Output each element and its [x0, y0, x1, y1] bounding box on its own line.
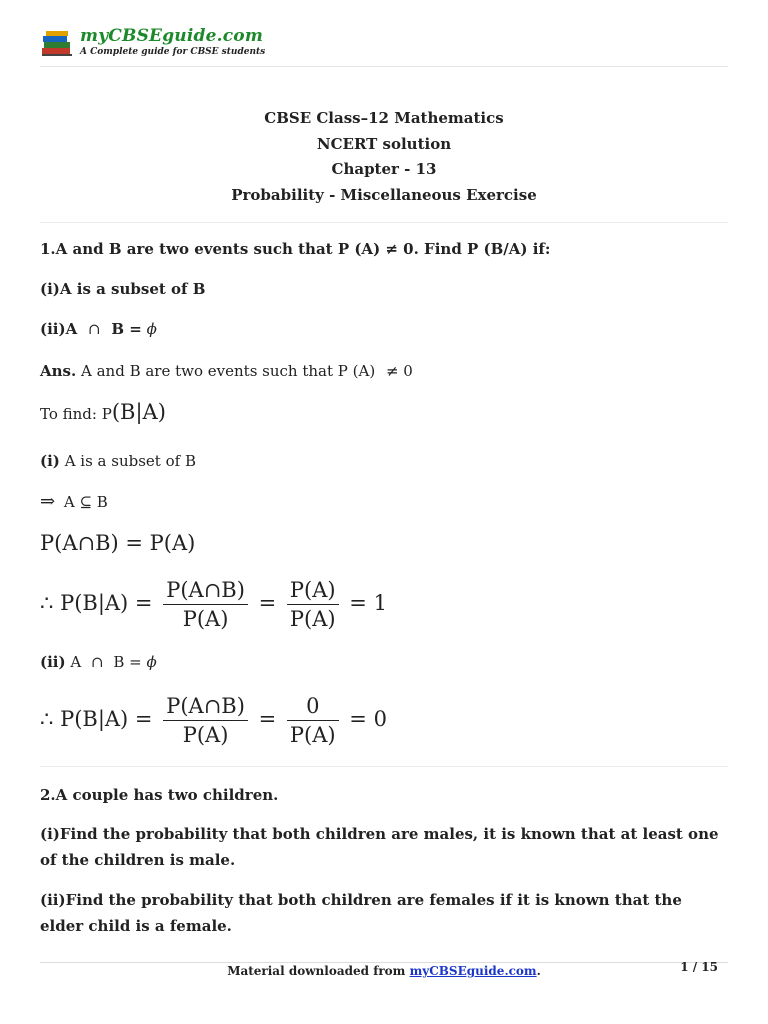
to-find-expr: (B|A) — [111, 400, 166, 424]
ans-text: A and B are two events such that P (A) — [81, 362, 376, 380]
q2-part-ii: (ii)Find the probability that both children are females if it is known that the elder child is a female. — [40, 891, 682, 935]
cap-symbol: ∩ — [91, 653, 104, 671]
case-ii-text: A — [70, 653, 82, 671]
equals-sign: = — [258, 591, 277, 615]
title-line-solution: NCERT solution — [316, 134, 452, 153]
eq2-result: = 1 — [349, 591, 387, 615]
q1-part-ii-rest: B = — [111, 320, 142, 338]
title-line-class: CBSE Class–12 Mathematics — [264, 109, 504, 127]
q1-question: 1.A and B are two events such that P (A) ≠ 0. Find P (B/A) if: — [40, 240, 551, 258]
phi-symbol: ϕ — [146, 653, 157, 671]
eq3-lhs: P(B|A) = — [60, 707, 153, 731]
title-line-chapter: Chapter - 13 — [331, 160, 437, 178]
brand-tagline: A Complete guide for CBSE students — [80, 47, 266, 57]
page-header — [40, 24, 728, 66]
page-footer — [0, 964, 768, 978]
footer-link[interactable]: myCBSEguide.com — [409, 964, 537, 978]
title-line-topic: Probability - Miscellaneous Exercise — [231, 185, 537, 204]
footer-divider — [40, 962, 728, 963]
therefore-symbol: ∴ — [40, 591, 54, 615]
q2-part-i: (i)Find the probability that both children are males, it is known that at least one of the children is male. — [40, 825, 719, 869]
fraction-denominator: P(A) — [289, 607, 336, 631]
case-ii-rest: B = — [113, 653, 142, 671]
fraction-numerator: P(A∩B) — [163, 694, 248, 721]
cap-symbol: ∩ — [88, 320, 101, 338]
eq-conditional-1 — [40, 578, 387, 631]
fraction-denominator: P(A) — [289, 723, 336, 747]
case-i-line — [40, 452, 196, 470]
therefore-symbol: ∴ — [40, 707, 54, 731]
eq3-result: = 0 — [349, 707, 387, 731]
ans-neq: ≠ 0 — [385, 362, 413, 380]
document-title — [0, 106, 768, 208]
case-ii-line — [40, 653, 157, 671]
fraction-denominator: P(A) — [182, 607, 229, 631]
implies-symbol: ⇒ — [40, 491, 56, 512]
fraction-1 — [163, 578, 248, 631]
q1-part-ii — [40, 320, 157, 338]
fraction-numerator: 0 — [287, 694, 339, 721]
brand-name[interactable]: myCBSEguide.com — [80, 26, 264, 46]
eq2-lhs: P(B|A) = — [60, 591, 153, 615]
phi-symbol: ϕ — [146, 320, 157, 338]
books-stack-icon — [40, 28, 74, 58]
q1-part-ii-label: (ii)A — [40, 320, 78, 338]
fraction-numerator: P(A∩B) — [163, 578, 248, 605]
eq-intersection: P(A∩B) = P(A) — [40, 531, 196, 555]
header-divider — [40, 66, 728, 67]
q1-answer-intro — [40, 362, 413, 380]
eq-conditional-2 — [40, 694, 387, 747]
case-ii-label: (ii) — [40, 653, 66, 671]
q2-question: 2.A couple has two children. — [40, 786, 279, 804]
fraction-3 — [163, 694, 248, 747]
fraction-numerator: P(A) — [287, 578, 339, 605]
subset-expr: A ⊆ B — [63, 493, 108, 511]
ans-label: Ans. — [40, 362, 77, 380]
case-i-label: (i) — [40, 452, 60, 470]
q1-part-i: (i)A is a subset of B — [40, 280, 206, 298]
fraction-denominator: P(A) — [182, 723, 229, 747]
equals-sign: = — [258, 707, 277, 731]
case-i-text: A is a subset of B — [64, 452, 196, 470]
subset-line — [40, 491, 108, 512]
fraction-4 — [287, 694, 339, 747]
fraction-2 — [287, 578, 339, 631]
to-find-line — [40, 400, 166, 424]
page-number: 1 / 15 — [680, 960, 718, 974]
question-divider — [40, 766, 728, 767]
footer-suffix: . — [536, 964, 541, 978]
to-find-label: To find: P — [40, 405, 112, 423]
title-divider — [40, 222, 728, 223]
footer-prefix: Material downloaded from — [227, 964, 410, 978]
